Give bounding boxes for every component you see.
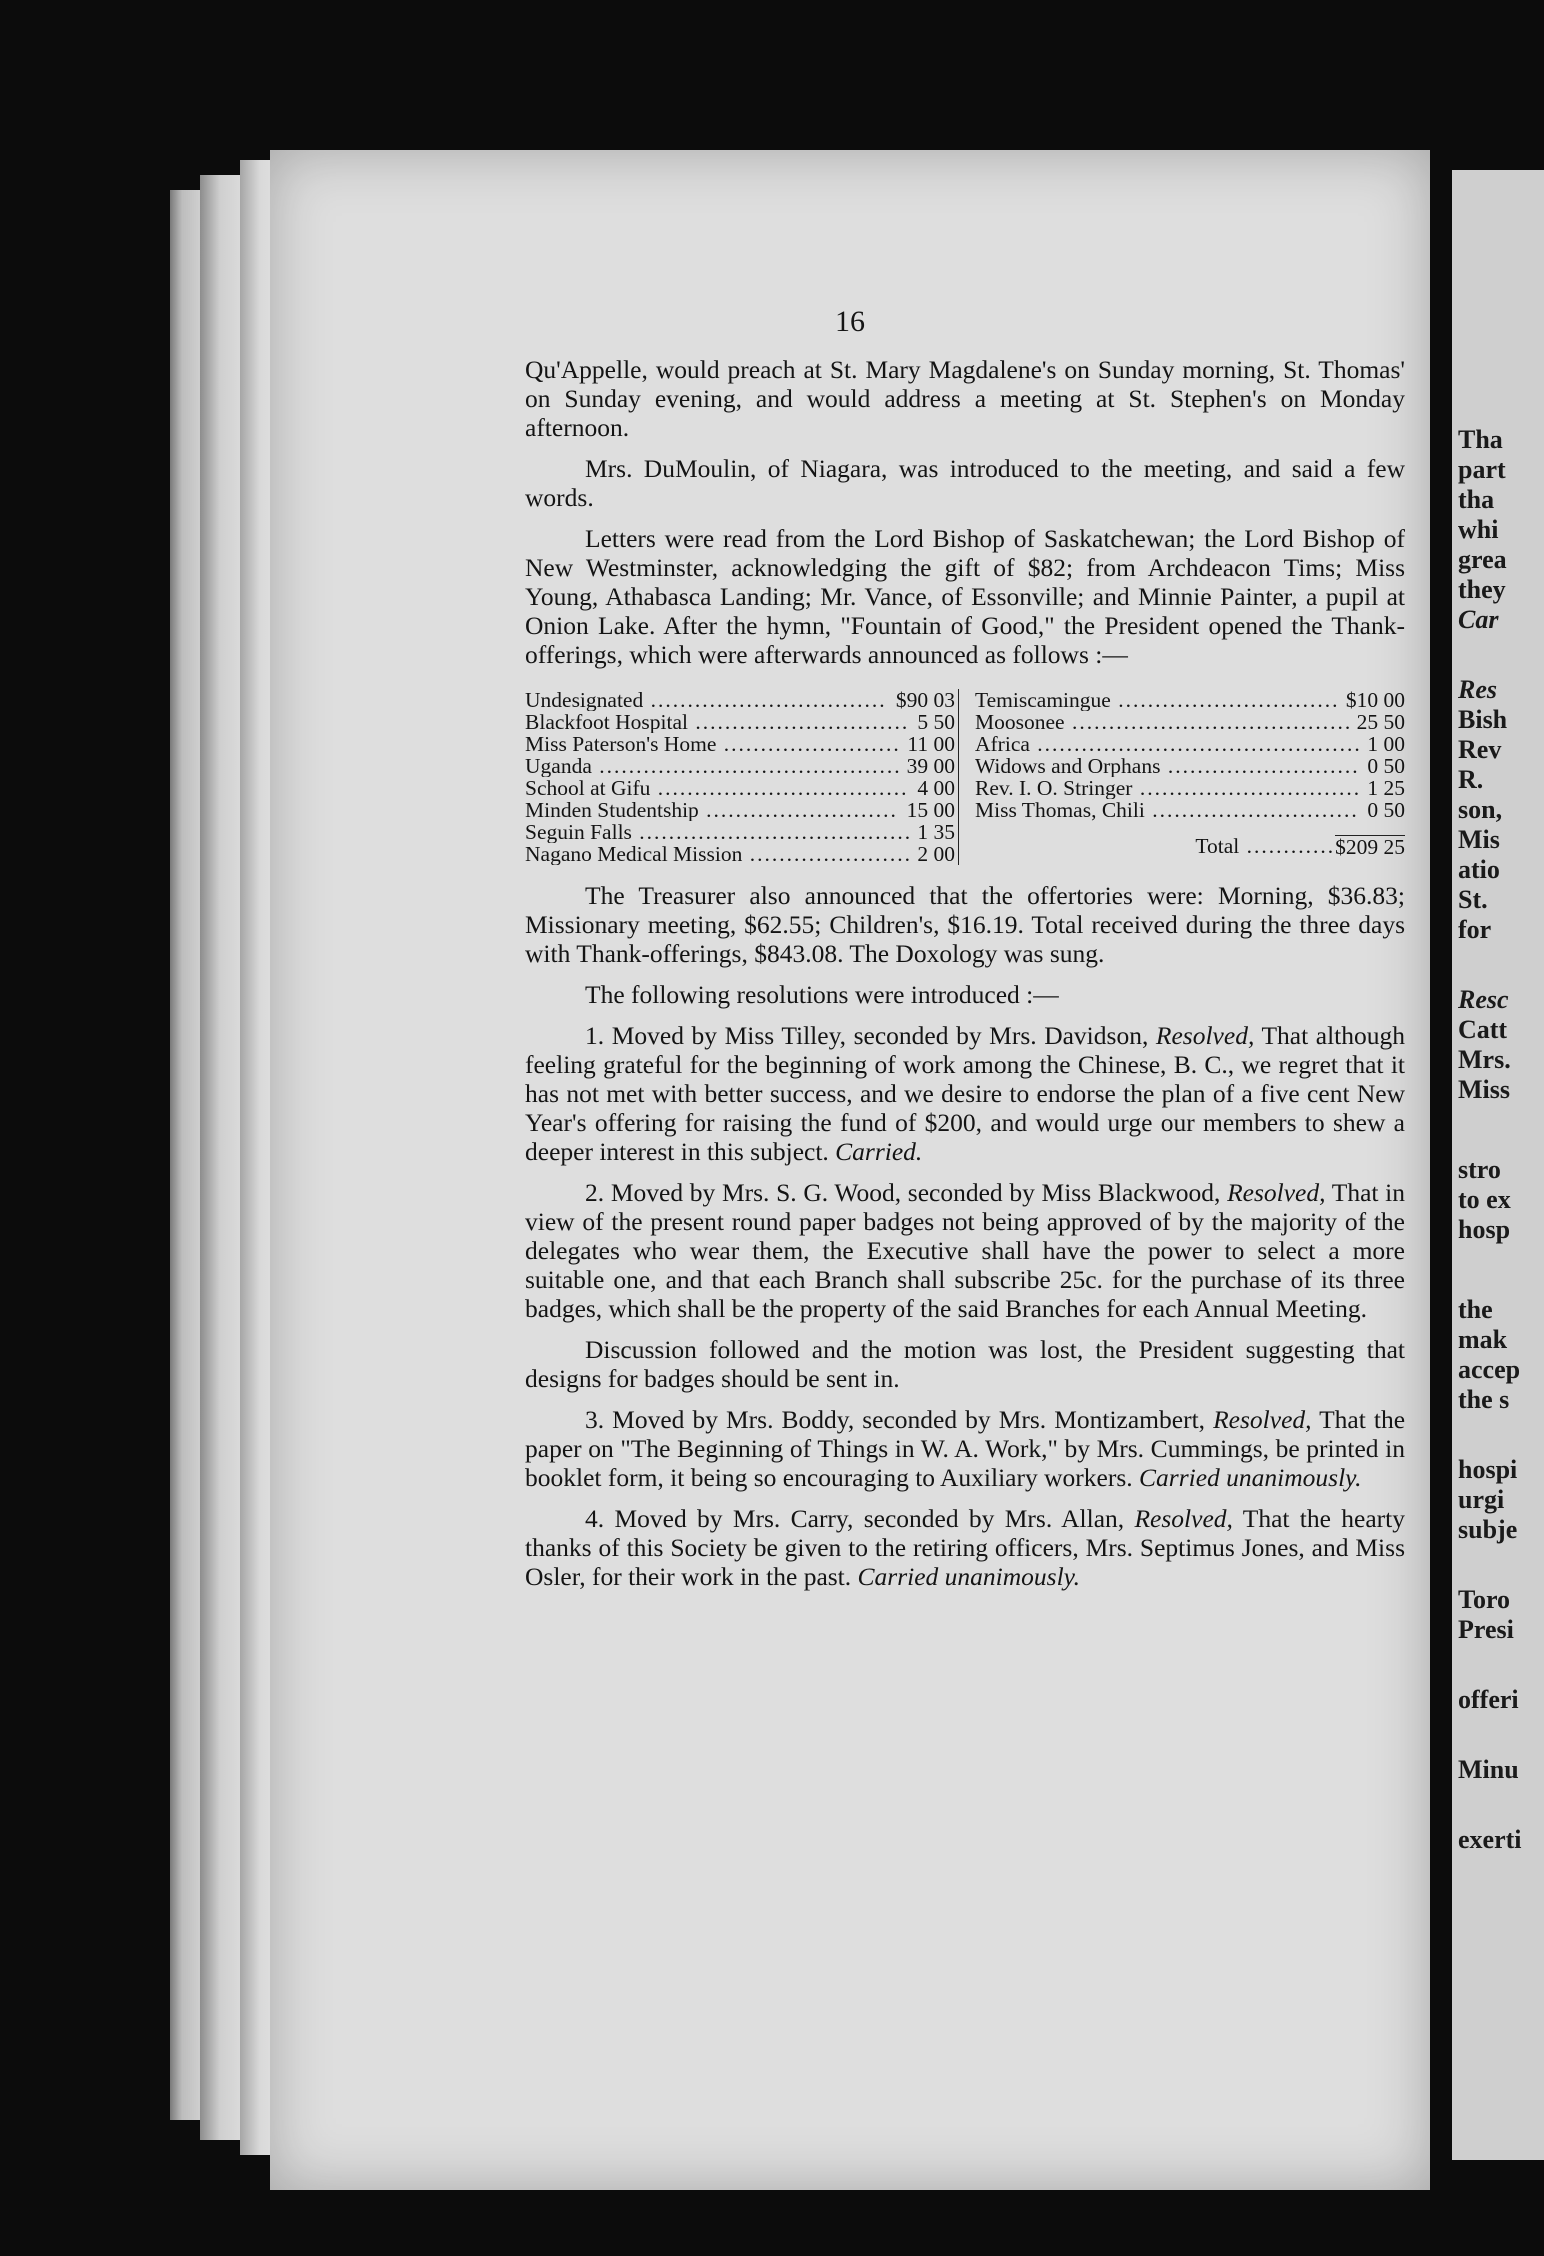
total-amount: $209 25: [1335, 835, 1405, 859]
facing-page-fragment: the: [1458, 1295, 1493, 1324]
facing-page-fragment: grea: [1458, 545, 1507, 574]
facing-page-fragment: son,: [1458, 795, 1503, 824]
facing-page-fragment: atio: [1458, 855, 1500, 884]
facing-page-fragment: hospi: [1458, 1455, 1518, 1484]
facing-page-fragment: Tha: [1458, 425, 1503, 454]
paragraph: Mrs. DuMoulin, of Niagara, was introduced to the meeting, and said a few words.: [525, 454, 1405, 512]
facing-page-fragment: Presi: [1458, 1615, 1514, 1644]
facing-page-fragment: Mis: [1458, 825, 1500, 854]
facing-page-fragment: accep: [1458, 1355, 1521, 1384]
page-number: 16: [835, 305, 865, 338]
facing-page-fragment: stro: [1458, 1155, 1501, 1184]
facing-page-fragment: exerti: [1458, 1825, 1522, 1854]
facing-page-fragment: mak: [1458, 1325, 1508, 1354]
offering-row: Undesignated ..... $90 03: [525, 689, 955, 711]
offering-row: Nagano Medical Mission ..... 2 00: [525, 843, 955, 865]
offering-row: Temiscamingue ..... $10 00: [975, 689, 1405, 711]
offering-row: Seguin Falls ..... 1 35: [525, 821, 955, 843]
offering-row: Blackfoot Hospital ..... 5 50: [525, 711, 955, 733]
facing-page-fragment: they: [1458, 575, 1506, 604]
offering-row: Uganda ..... 39 00: [525, 755, 955, 777]
facing-page-fragment: Miss: [1458, 1075, 1510, 1104]
facing-page-fragment: Catt: [1458, 1015, 1508, 1044]
facing-page-fragment: subje: [1458, 1515, 1518, 1544]
facing-page-fragment: for: [1458, 915, 1492, 944]
facing-page-fragment: to ex: [1458, 1185, 1511, 1214]
resolution: 1. Moved by Miss Tilley, seconded by Mrs. Davidson, Resolved, That although feeling grateful for the beginning of work among the Chinese, B. C., we regret that it has not met with better success, and we desire to endorse the plan of a five cent New Year's offering for raising the fund of $200, and would urge our members to shew a deeper interest in this subject. Carried.: [525, 1021, 1405, 1166]
document-page: [270, 150, 1430, 2190]
resolution: 3. Moved by Mrs. Boddy, seconded by Mrs. Montizambert, Resolved, That the paper on "The Beginning of Things in W. A. Work," by Mrs. Cummings, be printed in booklet form, it being so encouraging to Auxiliary workers. Carried unanimously.: [525, 1405, 1406, 1492]
page-stack-edge: [200, 175, 240, 2140]
offering-row: Miss Thomas, Chili ..... 0 50: [975, 799, 1405, 821]
offering-row: Rev. I. O. Stringer ..... 1 25: [975, 777, 1405, 799]
facing-page-fragment: Mrs.: [1458, 1045, 1511, 1074]
facing-page-fragment: R.: [1458, 765, 1484, 794]
offerings-total: [975, 835, 1405, 858]
paragraph: Qu'Appelle, would preach at St. Mary Magdalene's on Sunday morning, St. Thomas' on Sunday evening, and would address a meeting at St. Stephen's on Monday afternoon.: [525, 355, 1405, 442]
facing-page-fragment: Bish: [1458, 705, 1508, 734]
offering-row: School at Gifu ..... 4 00: [525, 777, 955, 799]
facing-page-edge: [1452, 170, 1544, 2160]
facing-page-fragment: whi: [1458, 515, 1499, 544]
paragraph: The following resolutions were introduced :—: [585, 980, 1059, 1009]
offerings-column-right: [958, 689, 1405, 865]
paragraph: Letters were read from the Lord Bishop of Saskatchewan; the Lord Bishop of New Westminster, acknowledging the gift of $82; from Archdeacon Tims; Miss Young, Athabasca Landing; Mr. Vance, of Essonville; and Minnie Painter, a pupil at Onion Lake. After the hymn, "Fountain of Good," the President opened the Thank-offerings, which were afterwards announced as follows :—: [525, 524, 1405, 669]
paragraph: The Treasurer also announced that the offertories were: Morning, $36.83; Missionary meeting, $62.55; Children's, $16.19. Total received during the three days with Thank-offerings, $843.08. The Doxology was sung.: [525, 881, 1405, 968]
facing-page-fragment: urgi: [1458, 1485, 1505, 1514]
resolution: 4. Moved by Mrs. Carry, seconded by Mrs. Allan, Resolved, That the hearty thanks of this Society be given to the retiring officers, Mrs. Septimus Jones, and Miss Osler, for their work in the past. Carried unanimously.: [525, 1504, 1405, 1591]
facing-page-fragment: Minu: [1458, 1755, 1519, 1784]
facing-page-fragment: Res: [1458, 675, 1497, 704]
facing-page-fragment: hosp: [1458, 1215, 1511, 1244]
offerings-column-left: [525, 689, 955, 865]
facing-page-fragment: tha: [1458, 485, 1495, 514]
offering-row: Africa ..... 1 00: [975, 733, 1405, 755]
facing-page-fragment: Resc: [1458, 985, 1509, 1014]
offering-row: Moosonee ..... 25 50: [975, 711, 1405, 733]
facing-page-fragment: offeri: [1458, 1685, 1519, 1714]
thank-offerings-table: [525, 689, 1405, 865]
offering-row: Miss Paterson's Home ..... 11 00: [525, 733, 955, 755]
facing-page-fragment: Toro: [1458, 1585, 1511, 1614]
facing-page-fragment: the s: [1458, 1385, 1510, 1414]
page-body: [525, 355, 1405, 1603]
facing-page-fragment: part: [1458, 455, 1506, 484]
facing-page-fragment: Rev: [1458, 735, 1502, 764]
facing-page-fragment: Car: [1458, 605, 1499, 634]
resolution: 2. Moved by Mrs. S. G. Wood, seconded by Miss Blackwood, Resolved, That in view of the present round paper badges not being approved of by the majority of the delegates who wear them, the Executive shall have the power to select a more suitable one, and that each Branch shall subscribe 25c. for the purchase of its three badges, which shall be the property of the said Branches for each Annual Meeting.: [525, 1178, 1406, 1323]
offering-row: Widows and Orphans ..... 0 50: [975, 755, 1405, 777]
total-label: Total .....: [1195, 835, 1335, 858]
facing-page-fragment: St.: [1458, 885, 1488, 914]
page-stack-edge: [170, 190, 200, 2120]
paragraph: Discussion followed and the motion was lost, the President suggesting that designs for badges should be sent in.: [525, 1335, 1405, 1393]
offering-row: Minden Studentship ..... 15 00: [525, 799, 955, 821]
